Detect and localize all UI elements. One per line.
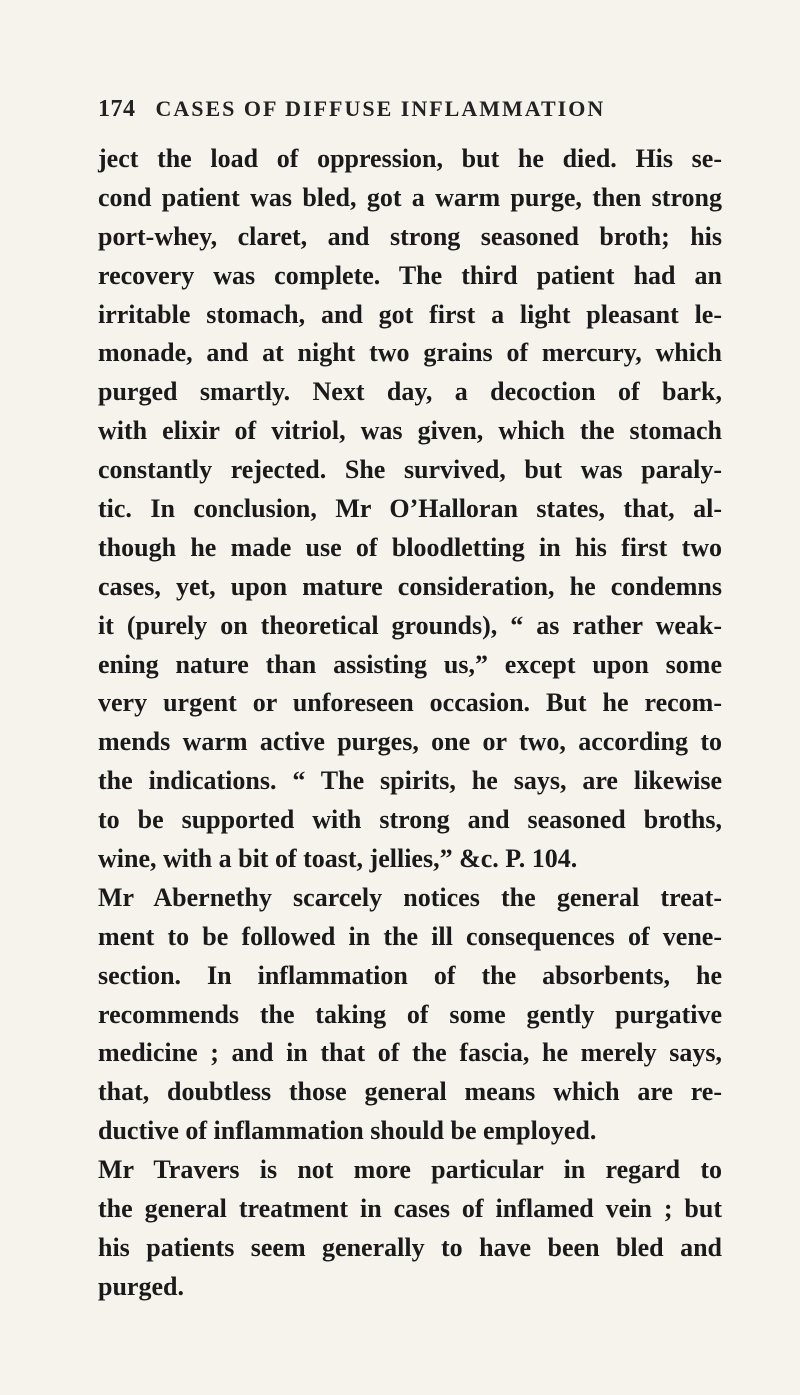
text-line: with elixir of vitriol, was given, which the stomach xyxy=(98,416,722,446)
text-line: ject the load of oppression, but he died. His se- xyxy=(98,144,722,173)
text-line: very urgent or unforeseen occasion. But he recom- xyxy=(98,688,722,718)
text-line: irritable stomach, and got first a light pleasant le- xyxy=(98,299,722,329)
text-line: constantly rejected. She survived, but was paraly- xyxy=(98,455,722,485)
running-head: CASES OF DIFFUSE INFLAMMATION xyxy=(155,96,606,121)
paragraph xyxy=(98,1151,722,1307)
text-line: tic. In conclusion, Mr O’Halloran states, that, al- xyxy=(98,494,722,524)
text-line: ment to be followed in the ill consequences of vene- xyxy=(98,921,722,951)
text-line: that, doubtless those general means which are re- xyxy=(98,1077,722,1107)
text-line: section. In inflammation of the absorbents, he xyxy=(98,960,722,990)
text-line: mends warm active purges, one or two, according to xyxy=(98,727,722,757)
text-line: cond patient was bled, got a warm purge, then strong xyxy=(98,182,722,212)
paragraph xyxy=(98,140,722,879)
body-text xyxy=(98,140,722,1307)
text-line: his patients seem generally to have been bled and xyxy=(98,1232,722,1262)
text-line: wine, with a bit of toast, jellies,” &c. P. 104. xyxy=(98,844,578,874)
paragraph xyxy=(98,879,722,1151)
text-line: the indications. “ The spirits, he says, are likewise xyxy=(98,766,722,796)
text-line: cases, yet, upon mature consideration, he condemns xyxy=(98,571,722,601)
text-line: Mr Travers is not more particular in regard to xyxy=(98,1155,722,1185)
text-line: ening nature than assisting us,” except upon some xyxy=(98,649,722,679)
text-line: purged smartly. Next day, a decoction of bark, xyxy=(98,377,722,407)
text-line: ductive of inflammation should be employed. xyxy=(98,1116,597,1146)
page-number: 174 xyxy=(98,96,136,122)
text-line: purged. xyxy=(98,1271,184,1301)
text-line: Mr Abernethy scarcely notices the general treat- xyxy=(98,882,722,912)
text-line: recovery was complete. The third patient had an xyxy=(98,260,722,290)
text-line: the general treatment in cases of inflamed vein ; but xyxy=(98,1194,722,1224)
text-line: medicine ; and in that of the fascia, he merely says, xyxy=(98,1038,722,1068)
text-line: though he made use of bloodletting in his first two xyxy=(98,532,722,562)
text-line: to be supported with strong and seasoned broths, xyxy=(98,805,722,835)
text-line: recommends the taking of some gently purgative xyxy=(98,999,722,1029)
text-line: it (purely on theoretical grounds), “ as rather weak- xyxy=(98,610,722,640)
page-header xyxy=(98,96,718,130)
text-line: port-whey, claret, and strong seasoned broth; his xyxy=(98,221,722,251)
text-line: monade, and at night two grains of mercury, which xyxy=(98,338,722,368)
